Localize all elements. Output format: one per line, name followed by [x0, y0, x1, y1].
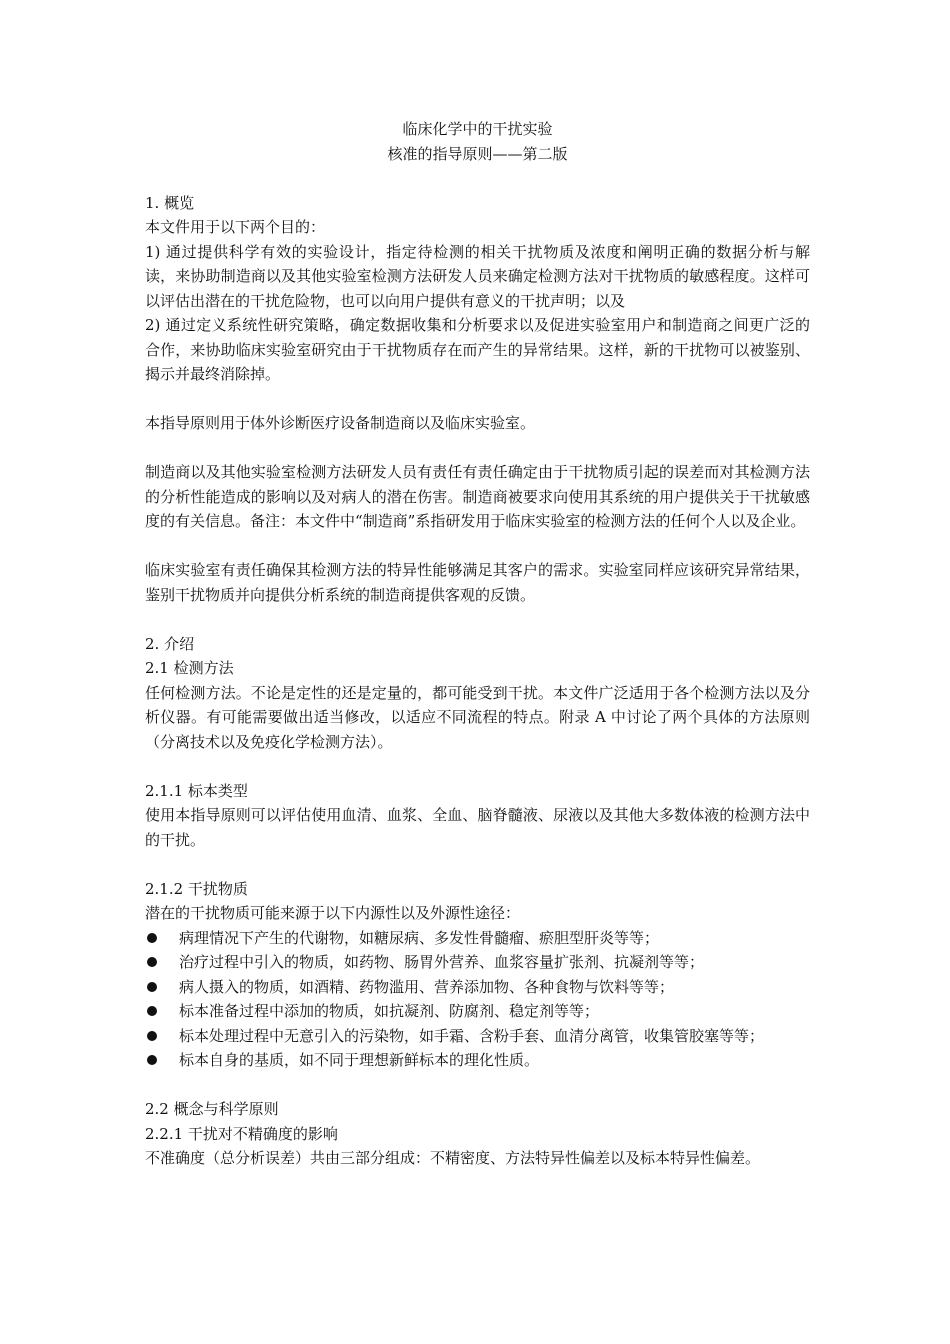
bullet-icon: [147, 1006, 157, 1016]
spacer: [145, 607, 810, 632]
list-item: 病理情况下产生的代谢物，如糖尿病、多发性骨髓瘤、瘀胆型肝炎等等；: [145, 926, 810, 951]
paragraph-lab-responsibility: 临床实验室有责任确保其检测方法的特异性能够满足其客户的需求。实验室同样应该研究异常结果，鉴别干扰物质并向提供分析系统的制造商提供客观的反馈。: [145, 561, 810, 604]
bullet-icon: [147, 1031, 157, 1041]
paragraph-manufacturer-responsibility: 制造商以及其他实验室检测方法研发人员有责任有责任确定由于干扰物质引起的误差而对其检测方法的分析性能造成的影响以及对病人的潜在伤害。制造商被要求向使用其系统的用户提供关于干扰敏感度的有关信息。备注：本文件中“制造商”系指研发用于临床实验室的检测方法的任何个人以及企业。: [145, 463, 810, 530]
paragraph-specimen-types: 使用本指导原则可以评估使用血清、血浆、全血、脑脊髓液、尿液以及其他大多数体液的检测方法中的干扰。: [145, 806, 810, 849]
spacer: [145, 387, 810, 412]
spacer: [145, 166, 810, 191]
subsection-heading-interferents: 2.1.2 干扰物质: [145, 879, 248, 898]
interferent-sources-list: [145, 926, 810, 1073]
document-title: 临床化学中的干扰实验: [402, 120, 553, 138]
paragraph-methods: 任何检测方法。不论是定性的还是定量的，都可能受到干扰。本文件广泛适用于各个检测方法以及分析仪器。有可能需要做出适当修改，以适应不同流程的特点。附录 A 中讨论了两个具体的方法原则（分离技术以及免疫化学检测方法）。: [145, 683, 810, 751]
bullet-icon: [147, 1055, 157, 1065]
subsection-heading-methods: 2.1 检测方法: [145, 659, 234, 677]
subsection-heading-specimen-types: 2.1.1 标本类型: [145, 781, 248, 800]
list-item: 标本准备过程中添加的物质，如抗凝剂、防腐剂、稳定剂等等；: [145, 999, 810, 1024]
paragraph-interferents-intro: 潜在的干扰物质可能来源于以下内源性以及外源性途径：: [145, 904, 521, 922]
paragraph-audience: 本指导原则用于体外诊断医疗设备制造商以及临床实验室。: [145, 414, 536, 432]
spacer: [145, 754, 810, 779]
list-item: 标本自身的基质，如不同于理想新鲜标本的理化性质。: [145, 1048, 810, 1073]
bullet-icon: [147, 933, 157, 943]
section-heading-overview: 1. 概览: [145, 193, 195, 212]
overview-purpose-1: 1) 通过提供科学有效的实验设计，指定待检测的相关干扰物质及浓度和阐明正确的数据分析与解读，来协助制造商以及其他实验室检测方法研发人员来确定检测方法对干扰物质的敏感程度。这样可以评估出潜在的干扰危险物，也可以向用户提供有意义的干扰声明；以及: [145, 242, 810, 310]
spacer: [145, 534, 810, 559]
section-heading-introduction: 2. 介绍: [145, 634, 195, 653]
paragraph-imprecision-effect: 不准确度（总分析误差）共由三部分组成：不精密度、方法特异性偏差以及标本特异性偏差。: [145, 1149, 761, 1167]
list-item: 治疗过程中引入的物质，如药物、肠胃外营养、血浆容量扩张剂、抗凝剂等等；: [145, 950, 810, 975]
document-subtitle: 核准的指导原则——第二版: [387, 144, 568, 163]
document-page: [145, 117, 810, 1171]
bullet-icon: [147, 957, 157, 967]
list-item: 标本处理过程中无意引入的污染物，如手霜、含粉手套、血清分离管，收集管胶塞等等；: [145, 1024, 810, 1049]
list-item: 病人摄入的物质，如酒精、药物滥用、营养添加物、各种食物与饮料等等；: [145, 975, 810, 1000]
bullet-icon: [147, 982, 157, 992]
spacer: [145, 1073, 810, 1098]
overview-purpose-2: 2) 通过定义系统性研究策略，确定数据收集和分析要求以及促进实验室用户和制造商之间更广泛的合作，来协助临床实验室研究由于干扰物质存在而产生的异常结果。这样，新的干扰物可以被鉴别、揭示并最终消除掉。: [145, 316, 810, 383]
spacer: [145, 436, 810, 461]
subsection-heading-concepts: 2.2 概念与科学原则: [145, 1100, 279, 1118]
spacer: [145, 852, 810, 877]
overview-intro: 本文件用于以下两个目的：: [145, 218, 326, 236]
subsection-heading-imprecision-effect: 2.2.1 干扰对不精确度的影响: [145, 1124, 338, 1143]
